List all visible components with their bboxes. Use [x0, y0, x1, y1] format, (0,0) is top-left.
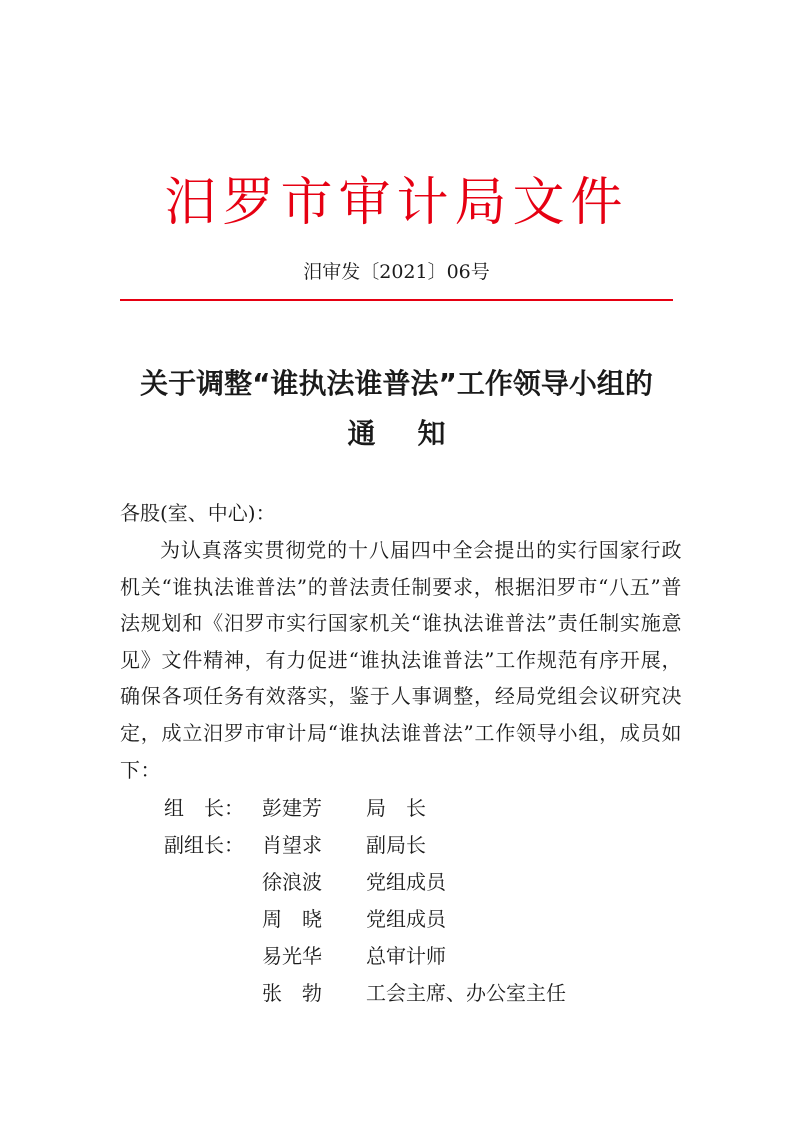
member-title: 总审计师: [366, 944, 446, 968]
document-title-line2: [0, 410, 793, 458]
member-list: [120, 790, 680, 1012]
title-char-zhi: 知: [417, 417, 446, 450]
member-name: 肖望求: [262, 833, 322, 857]
member-row: [120, 975, 680, 1012]
document-number: 汨审发〔2021〕06号: [303, 261, 490, 283]
member-title: 党组成员: [366, 907, 446, 931]
member-row: [120, 790, 680, 827]
member-row: [120, 938, 680, 975]
agency-header-title: 汨罗市审计局文件: [164, 173, 629, 233]
body-paragraph: 为认真落实贯彻党的十八届四中全会提出的实行国家行政机关“谁执法谁普法”的普法责任制要求，根据汨罗市“八五”普法规划和《汨罗市实行国家机关“谁执法谁普法”责任制实施意见》文件精神，有力促进“谁执法谁普法”工作规范有序开展，确保各项任务有效落实，鉴于人事调整，经局党组会议研究决定，成立汨罗市审计局“谁执法谁普法”工作领导小组，成员如下：: [120, 538, 682, 782]
member-title: 工会主席、办公室主任: [366, 981, 566, 1005]
member-row: [120, 827, 680, 864]
member-row: [120, 901, 680, 938]
salutation: 各股(室、中心)：: [120, 501, 276, 525]
member-row: [120, 864, 680, 901]
member-name: 张 勃: [262, 981, 322, 1005]
member-title: 局 长: [366, 796, 426, 820]
member-name: 周 晓: [262, 907, 322, 931]
member-role: 副组长：: [164, 833, 244, 857]
document-title-line1: 关于调整“谁执法谁普法”工作领导小组的: [140, 367, 653, 400]
title-char-tong: 通: [347, 417, 376, 450]
member-name: 徐浪波: [262, 870, 322, 894]
member-title: 党组成员: [366, 870, 446, 894]
member-name: 易光华: [262, 944, 322, 968]
member-name: 彭建芳: [262, 796, 322, 820]
member-role: 组 长：: [164, 796, 244, 820]
red-divider-line: [120, 299, 673, 301]
member-title: 副局长: [366, 833, 426, 857]
